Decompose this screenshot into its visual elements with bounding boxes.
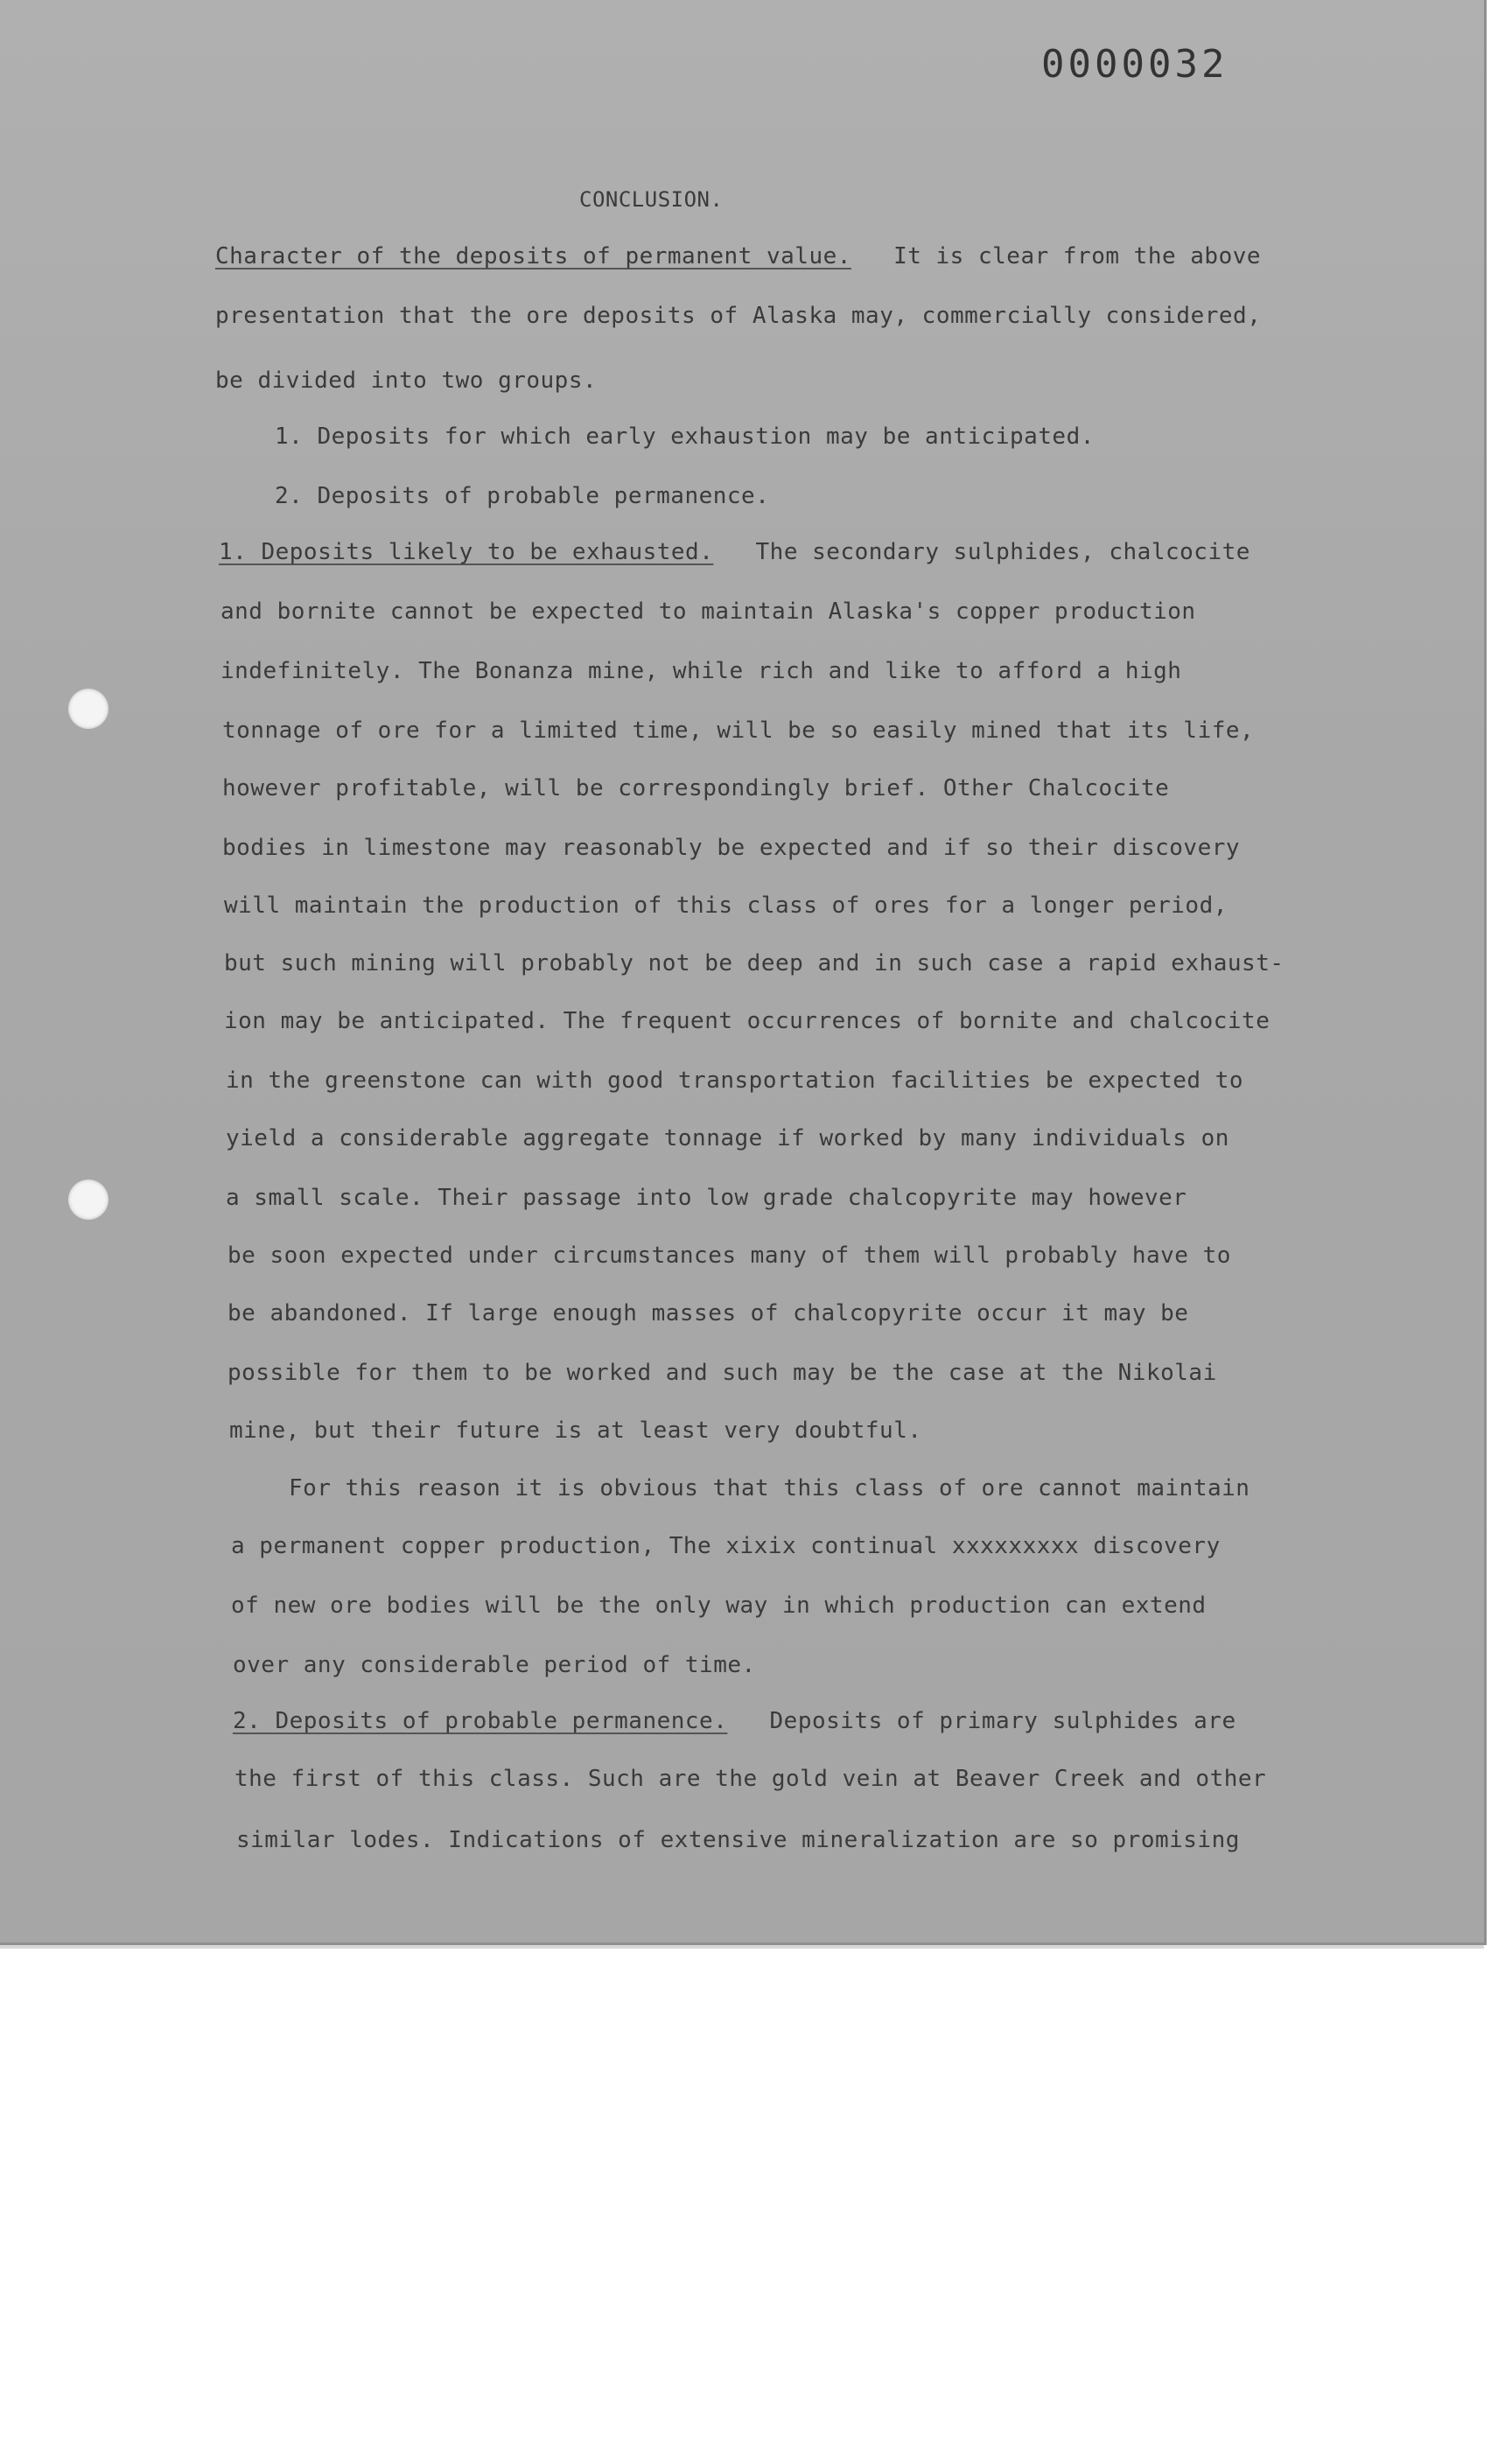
document-number: 0000032 <box>1041 42 1228 87</box>
page-title: CONCLUSION. <box>579 187 724 212</box>
scan-edge <box>0 1945 1484 1949</box>
line-s1-2: and bornite cannot be expected to maintain Alaska's copper production <box>220 598 1196 625</box>
line-s1-16: mine, but their future is at least very doubtful. <box>229 1418 922 1444</box>
line-p1-2: presentation that the ore deposits of Alaska may, commercially considered, <box>215 303 1262 329</box>
section-heading-character: Character of the deposits of permanent value. <box>215 243 851 270</box>
line-s2-1 <box>233 1708 1236 1734</box>
punch-hole-bottom <box>68 1180 108 1220</box>
line-s1-12: a small scale. Their passage into low grade chalcopyrite may however <box>226 1185 1187 1211</box>
section-heading-permanence: 2. Deposits of probable permanence. <box>233 1708 728 1734</box>
line-s2-2: the first of this class. Such are the gold vein at Beaver Creek and other <box>234 1766 1267 1792</box>
line-s1-9: ion may be anticipated. The frequent occurrences of bornite and chalcocite <box>224 1008 1270 1034</box>
line-s1-13: be soon expected under circumstances many of them will probably have to <box>228 1242 1231 1269</box>
line-s1-11: yield a considerable aggregate tonnage if worked by many individuals on <box>226 1125 1229 1152</box>
text-segment: The secondary sulphides, chalcocite <box>755 539 1250 565</box>
line-p1-3: be divided into two groups. <box>215 368 598 394</box>
line-s1-5: however profitable, will be correspondingly brief. Other Chalcocite <box>222 775 1170 802</box>
line-s1b-1: For this reason it is obvious that this class of ore cannot maintain <box>289 1475 1250 1502</box>
text-segment: It is clear from the above <box>893 243 1262 270</box>
line-s1-8: but such mining will probably not be deep and in such case a rapid exhaust- <box>224 950 1284 976</box>
text-segment: Deposits of primary sulphides are <box>769 1708 1236 1734</box>
line-s1b-3: of new ore bodies will be the only way in which production can extend <box>231 1592 1207 1619</box>
line-s1-14: be abandoned. If large enough masses of chalcopyrite occur it may be <box>228 1300 1189 1326</box>
line-s1-10: in the greenstone can with good transportation facilities be expected to <box>226 1068 1244 1094</box>
line-s1b-4: over any considerable period of time. <box>233 1652 756 1678</box>
list-item-2: 2. Deposits of probable permanence. <box>275 483 770 509</box>
line-s1-15: possible for them to be worked and such may be the case at the Nikolai <box>228 1360 1217 1386</box>
line-s1-7: will maintain the production of this class of ores for a longer period, <box>224 892 1228 919</box>
list-item-1: 1. Deposits for which early exhaustion may be anticipated. <box>275 424 1095 450</box>
line-s1-1 <box>219 539 1250 565</box>
line-p1-1 <box>215 243 1261 270</box>
line-s1-3: indefinitely. The Bonanza mine, while rich and like to afford a high <box>220 658 1182 684</box>
line-s1-6: bodies in limestone may reasonably be expected and if so their discovery <box>222 835 1241 861</box>
line-s1b-2: a permanent copper production, The xixix continual xxxxxxxxx discovery <box>231 1533 1221 1559</box>
line-s2-3: similar lodes. Indications of extensive mineralization are so promising <box>236 1827 1240 1853</box>
section-heading-exhausted: 1. Deposits likely to be exhausted. <box>219 539 714 565</box>
punch-hole-top <box>68 689 108 729</box>
line-s1-4: tonnage of ore for a limited time, will be so easily mined that its life, <box>222 718 1255 744</box>
